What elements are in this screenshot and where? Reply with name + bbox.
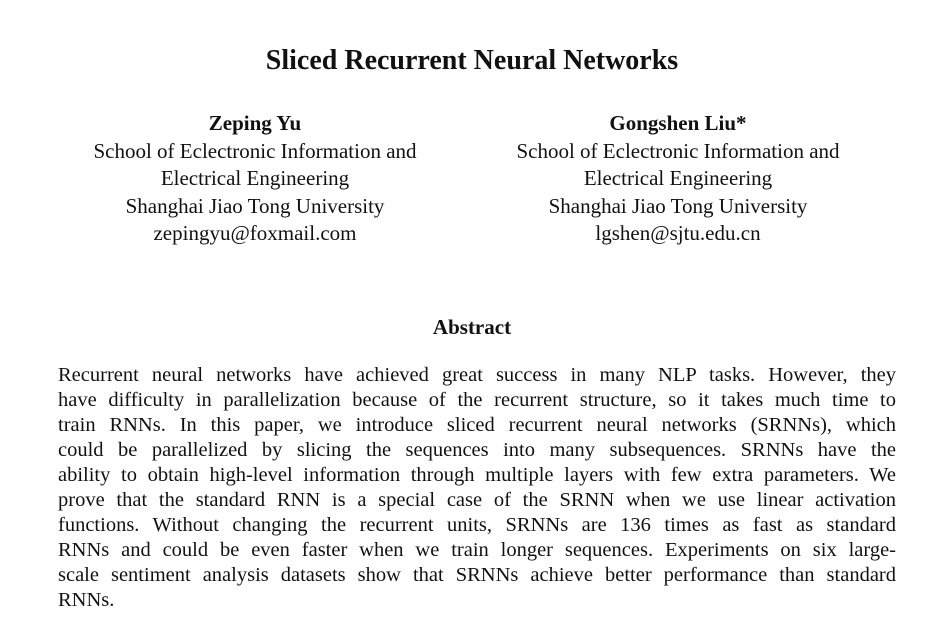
abstract-line: train RNNs. In this paper, we introduce sliced recurrent neural networks (SRNNs), which bbox=[58, 414, 896, 436]
abstract-line: ability to obtain high-level information through multiple layers with few extra parameters. We bbox=[58, 464, 896, 486]
author-affiliation-line: School of Eclectronic Information and bbox=[93, 138, 417, 163]
abstract-line: functions. Without changing the recurrent units, SRNNs are 136 times as fast as standard bbox=[58, 514, 896, 536]
author-block-1 bbox=[45, 110, 465, 248]
abstract-line: Recurrent neural networks have achieved great success in many NLP tasks. However, they bbox=[58, 364, 896, 386]
author-affiliation-line: School of Eclectronic Information and bbox=[516, 138, 840, 163]
author-affiliation-line: Shanghai Jiao Tong University bbox=[125, 193, 385, 218]
abstract-line: RNNs. bbox=[58, 589, 115, 611]
abstract-line: scale sentiment analysis datasets show that SRNNs achieve better performance than standard bbox=[58, 564, 896, 586]
author-email: lgshen@sjtu.edu.cn bbox=[595, 221, 761, 245]
abstract-line: have difficulty in parallelization because of the recurrent structure, so it takes much time to bbox=[58, 389, 896, 411]
paper-title: Sliced Recurrent Neural Networks bbox=[265, 45, 679, 76]
abstract-heading: Abstract bbox=[432, 315, 512, 339]
abstract-body bbox=[58, 363, 896, 613]
author-affiliation-line: Electrical Engineering bbox=[583, 166, 773, 190]
author-block-2 bbox=[468, 110, 888, 248]
abstract-line: RNNs and could be even faster when we train longer sequences. Experiments on six large- bbox=[58, 539, 896, 561]
abstract-line: prove that the standard RNN is a special case of the SRNN when we use linear activation bbox=[58, 489, 896, 511]
author-affiliation-line: Electrical Engineering bbox=[160, 166, 350, 190]
author-email: zepingyu@foxmail.com bbox=[153, 221, 357, 245]
abstract-line: could be parallelized by slicing the sequences into many subsequences. SRNNs have the bbox=[58, 439, 896, 461]
author-affiliation-line: Shanghai Jiao Tong University bbox=[548, 193, 808, 218]
author-name: Zeping Yu bbox=[208, 111, 302, 135]
author-name: Gongshen Liu* bbox=[609, 111, 747, 135]
